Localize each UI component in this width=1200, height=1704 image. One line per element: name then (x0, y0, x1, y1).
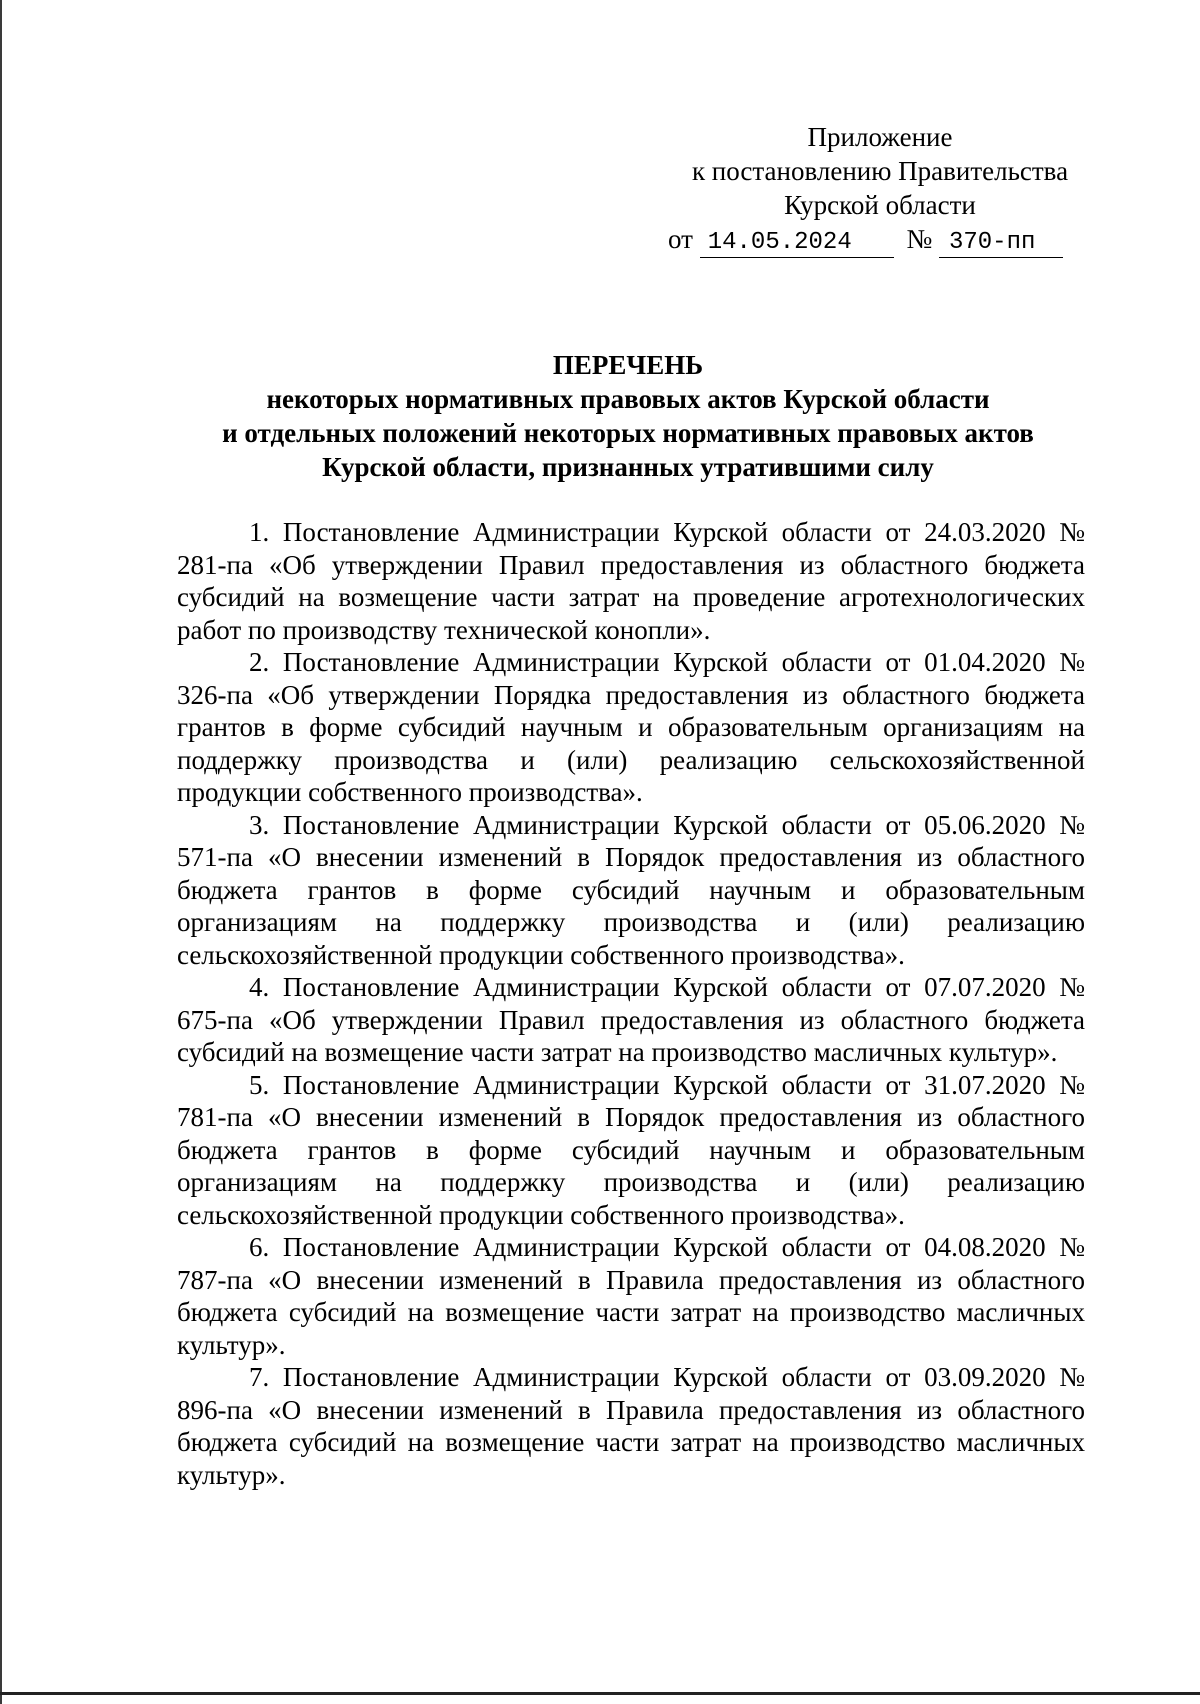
list-item: 7. Постановление Администрации Курской области от 03.09.2020 № 896-па «О внесении изменений в Правила предоставления из областного бюджета субсидий на возмещение части затрат на производство масличных культур». (177, 1362, 1085, 1490)
list-item: 1. Постановление Администрации Курской области от 24.03.2020 № 281-па «Об утверждении Правил предоставления из областного бюджета субсидий на возмещение части затрат на проведение агротехнологических работ по производству технической конопли». (177, 517, 1085, 645)
scan-edge-bottom (0, 1692, 1200, 1695)
list-item: 2. Постановление Администрации Курской области от 01.04.2020 № 326-па «Об утверждении Порядка предоставления из областного бюджета грантов в форме субсидий научным и образовательным организациям на поддержку производства и (или) реализацию сельскохозяйственной продукции собственного производства». (177, 647, 1085, 807)
appendix-resolution-line: к постановлению Правительства (691, 156, 1069, 186)
number-sign: № (906, 224, 933, 254)
appendix-label: Приложение (807, 122, 953, 152)
scan-edge-left (0, 0, 2, 1704)
document-title: ПЕРЕЧЕНЬ (552, 350, 704, 380)
document-date: 14.05.2024 (700, 229, 894, 258)
appendix-date-number-line (668, 222, 1120, 258)
appendix-region-line: Курской области (784, 190, 976, 220)
list-item: 5. Постановление Администрации Курской области от 31.07.2020 № 781-па «О внесении изменений в Порядок предоставления из областного бюджета грантов в форме субсидий научным и образовательным организациям на поддержку производства и (или) реализацию сельскохозяйственной продукции собственного производства». (177, 1069, 1085, 1230)
repealed-acts-list (177, 516, 1085, 1491)
document-subtitle-line-3: Курской области, признанных утратившими силу (322, 452, 934, 482)
document-title-block (160, 348, 1096, 484)
list-item: 4. Постановление Администрации Курской области от 07.07.2020 № 675-па «Об утверждении Правил предоставления из областного бюджета субсидий на возмещение части затрат на производство масличных культур». (177, 972, 1085, 1067)
document-subtitle-line-2: и отдельных положений некоторых нормативных правовых актов (222, 418, 1034, 448)
list-item: 3. Постановление Администрации Курской области от 05.06.2020 № 571-па «О внесении изменений в Порядок предоставления из областного бюджета грантов в форме субсидий научным и образовательным организациям на поддержку производства и (или) реализацию сельскохозяйственной продукции собственного производства». (177, 809, 1085, 970)
list-item: 6. Постановление Администрации Курской области от 04.08.2020 № 787-па «О внесении изменений в Правила предоставления из областного бюджета субсидий на возмещение части затрат на производство масличных культур». (177, 1232, 1085, 1360)
date-prefix: от (668, 224, 693, 254)
appendix-header (640, 120, 1120, 258)
document-subtitle-line-1: некоторых нормативных правовых актов Курской области (266, 384, 990, 414)
document-number: 370-пп (939, 229, 1063, 258)
